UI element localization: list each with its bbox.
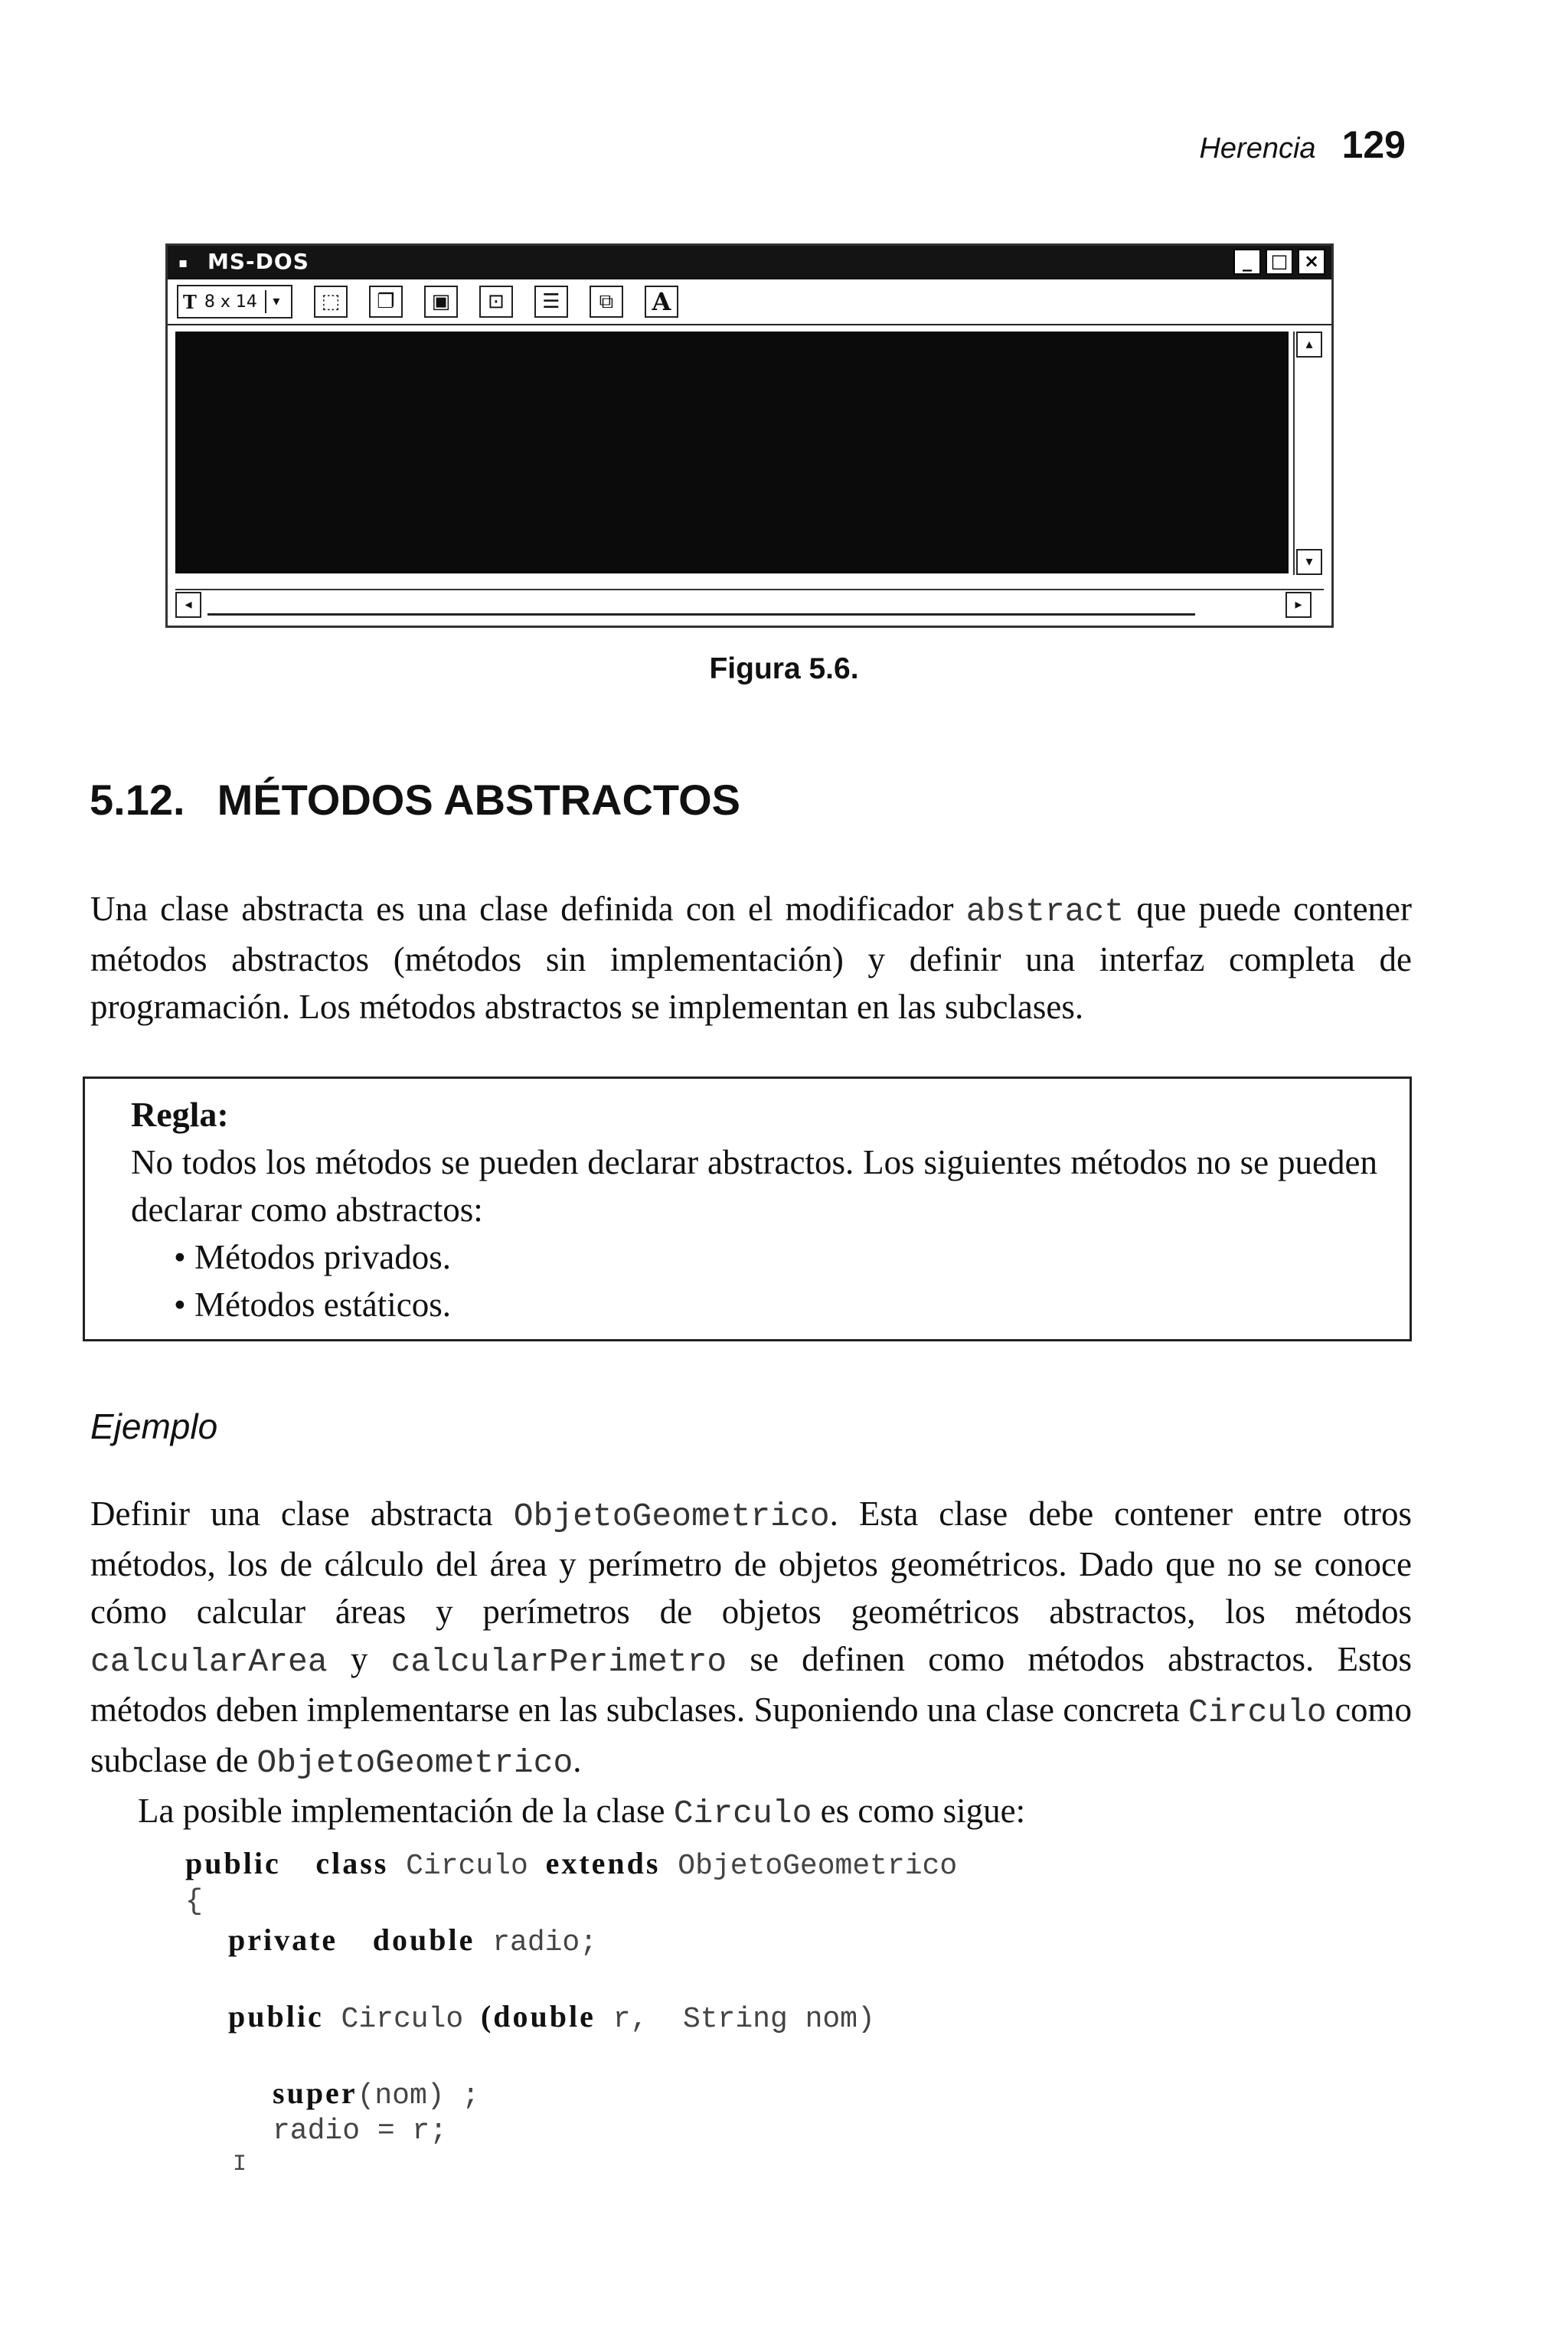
section-heading <box>90 775 740 825</box>
intro-text: que puede contener métodos abstractos (métodos sin implementación) y definir una interfaz completa de programación. Los métodos abstractos se implementan en las subclases. <box>90 890 1412 1026</box>
code-identifier: Circulo <box>341 2003 464 2036</box>
code-keyword: private <box>228 1923 338 1957</box>
paragraph-text: La posible implementación de la clase <box>138 1792 674 1830</box>
chevron-down-icon: ▾ <box>265 290 286 313</box>
page-number: 129 <box>1341 123 1406 166</box>
code-identifier: Circulo <box>406 1850 528 1883</box>
code-line: { <box>185 1885 203 1918</box>
close-button[interactable]: × <box>1298 249 1325 275</box>
font-size-value: 8 x 14 <box>204 292 257 312</box>
code-text: (nom) ; <box>357 2079 480 2112</box>
scroll-down-icon[interactable]: ▾ <box>1296 549 1322 575</box>
rule-box <box>83 1076 1412 1341</box>
properties-button[interactable] <box>534 286 568 318</box>
inline-code: calcularPerimetro <box>390 1643 727 1681</box>
paragraph-text: . <box>573 1741 582 1779</box>
maximize-button[interactable]: □ <box>1266 249 1293 275</box>
code-identifier: ObjetoGeometrico <box>678 1850 958 1883</box>
running-title: Herencia <box>1199 132 1316 165</box>
code-keyword: double <box>372 1923 475 1957</box>
copy-button[interactable] <box>369 286 403 318</box>
mark-button[interactable] <box>314 286 348 318</box>
font-icon: A <box>652 287 671 316</box>
paste-button[interactable] <box>424 286 458 318</box>
rule-title: Regla: <box>131 1095 229 1134</box>
horizontal-scrollbar[interactable] <box>175 589 1324 621</box>
inline-code: Circulo <box>1188 1694 1327 1731</box>
code-line <box>185 1845 957 1883</box>
code-keyword: super <box>273 2076 358 2110</box>
list-item: • Métodos estáticos. <box>174 1281 451 1328</box>
running-head <box>1199 123 1406 176</box>
code-line: I <box>233 2151 247 2177</box>
example-paragraph <box>90 1490 1412 1838</box>
rule-text: No todos los métodos se pueden declarar abstractos. Los siguientes métodos no se pueden declarar como abstractos: <box>131 1143 1377 1229</box>
minimize-button[interactable]: _ <box>1233 249 1261 275</box>
font-button[interactable] <box>645 286 678 318</box>
code-keyword: public <box>228 1999 324 2034</box>
dos-window-title: MS-DOS <box>207 249 309 274</box>
dos-toolbar <box>168 279 1331 325</box>
font-size-select[interactable] <box>177 285 292 319</box>
fullscreen-button[interactable] <box>479 286 513 318</box>
window-controls <box>1233 249 1325 275</box>
fullscreen-icon: ⊡ <box>487 290 505 313</box>
vertical-scrollbar[interactable] <box>1293 332 1325 575</box>
scroll-up-icon[interactable]: ▴ <box>1296 332 1322 358</box>
dos-console-screen[interactable] <box>175 332 1289 573</box>
code-text: r, String nom) <box>612 2003 875 2036</box>
paragraph-text: Definir una clase abstracta <box>90 1495 514 1533</box>
system-menu-icon: ▪ <box>178 255 188 271</box>
code-line <box>273 2075 479 2112</box>
code-text: radio; <box>492 1926 598 1959</box>
paragraph-text: es como sigue: <box>812 1792 1026 1830</box>
mark-icon: ⬚ <box>321 290 341 313</box>
paragraph-text: y <box>327 1640 391 1678</box>
section-title: MÉTODOS ABSTRACTOS <box>217 776 741 824</box>
scroll-right-icon[interactable]: ▸ <box>1285 592 1312 618</box>
section-number: 5.12. <box>90 776 185 824</box>
paragraph-text: se definen como métodos abstractos. Estos métodos deben implementarse en las subclases. Suponiendo una clase concreta <box>90 1640 1413 1729</box>
inline-code: ObjetoGeometrico <box>513 1498 830 1535</box>
dos-title-bar <box>168 246 1331 279</box>
paragraph-text: como subclase de <box>90 1691 1412 1779</box>
code-line <box>228 1998 875 2036</box>
background-icon: ⧉ <box>599 289 614 313</box>
code-keyword: extends <box>545 1846 661 1880</box>
rule-list <box>174 1233 451 1328</box>
truetype-font-icon: T <box>183 290 197 313</box>
example-heading: Ejemplo <box>90 1406 218 1446</box>
figure-caption: Figura 5.6. <box>709 652 859 685</box>
inline-code: calcularArea <box>90 1643 328 1681</box>
copy-icon: ❐ <box>377 290 395 313</box>
code-keyword: public <box>185 1846 281 1880</box>
code-line <box>228 1922 597 1959</box>
properties-icon: ☰ <box>542 290 560 313</box>
code-line: radio = r; <box>273 2115 448 2148</box>
intro-paragraph <box>90 885 1412 1031</box>
intro-text: Una clase abstracta es una clase definida con el modificador <box>90 890 966 928</box>
inline-code: ObjetoGeometrico <box>256 1744 573 1782</box>
inline-code: abstract <box>965 893 1125 930</box>
scroll-track[interactable] <box>207 598 1195 616</box>
list-item: • Métodos privados. <box>174 1233 451 1281</box>
scroll-left-icon[interactable]: ◂ <box>175 592 201 618</box>
paste-icon: ▣ <box>431 290 451 313</box>
code-keyword: (double <box>480 1999 596 2034</box>
inline-code: Circulo <box>673 1795 812 1832</box>
ms-dos-window <box>165 243 1334 628</box>
paragraph-text: . Esta clase debe contener entre otros métodos, los de cálculo del área y perímetro de objetos geométricos. Dado que no se conoce cómo calcular áreas y perímetros de objetos geométricos abstractos, los métodos <box>90 1495 1412 1631</box>
background-button[interactable] <box>590 286 623 318</box>
code-keyword: class <box>315 1846 389 1880</box>
